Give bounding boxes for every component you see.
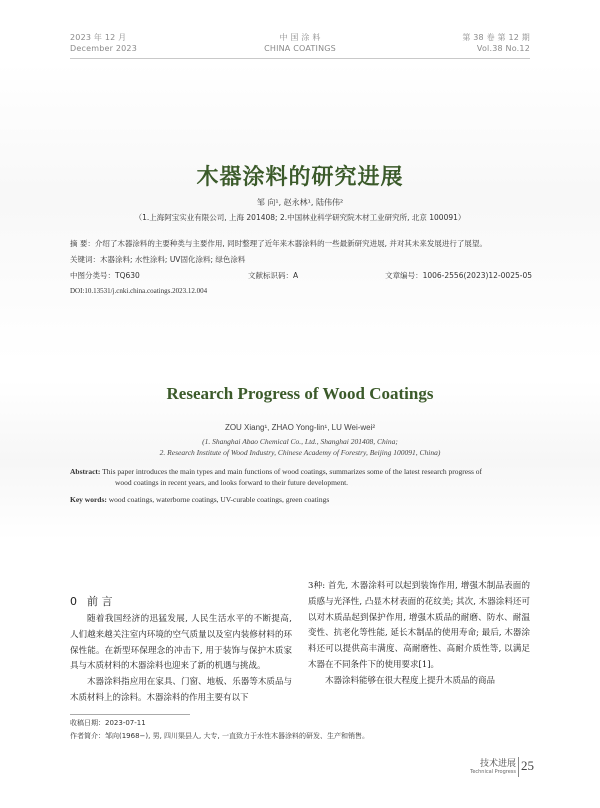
body-paragraph: 木器涂料指应用在家具、门窗、地板、乐器等木质品与木质材料上的涂料。木器涂料的作用主要有以下: [70, 677, 292, 703]
section-number: 0: [70, 595, 77, 608]
body-column-right: [308, 579, 530, 690]
document-code: 文献标识码：A: [248, 271, 299, 280]
section-heading: [70, 594, 292, 610]
section-title: 前 言: [87, 595, 113, 608]
doi: DOI:10.13531/j.cnki.china.coatings.2023.12.004: [70, 287, 208, 295]
article-number: 文章编号：1006-2556(2023)12-0025-05: [385, 271, 532, 280]
header-volume: [462, 32, 530, 54]
body-paragraph: 随着我国经济的迅猛发展, 人民生活水平的不断提高, 人们越来越关注室内环境的空气质量以及室内装修材料的环保性能。在新型环保理念的冲击下, 用于装饰与保护木质家具与木质材料的木器涂料也迎来了新的机遇与挑战。: [70, 614, 292, 672]
authors-en: ZOU Xiang¹, ZHAO Yong-lin¹, LU Wei-wei²: [224, 423, 376, 432]
footer-section-en: Technical Progress: [470, 769, 516, 775]
authors-cn: 邹 向¹, 赵永林¹, 陆伟伟²: [256, 198, 344, 207]
abstract-en-line1: This paper introduces the main types and main functions of wood coatings, summarizes some of the latest research progress of: [100, 467, 483, 476]
abstract-cn: 摘 要：介绍了木器涂料的主要种类与主要作用, 同时整理了近年来木器涂料的一些最新研究进展, 并对其未来发展进行了展望。: [70, 239, 487, 248]
affiliation-en: [0, 436, 600, 458]
footnote-received: 收稿日期：2023-07-11: [70, 719, 146, 727]
body-paragraph: 木器涂料能够在很大程度上提升木质品的商品: [325, 675, 496, 686]
footer-section-cn: 技术进展: [479, 759, 516, 769]
header-date-en: December 2023: [70, 44, 137, 53]
keywords-en: [70, 495, 532, 504]
affiliation-en-line2: 2. Research Institute of Wood Industry, Chinese Academy of Forestry, Beijing 100091, China): [159, 448, 441, 457]
abstract-en-line2: wood coatings in recent years, and looks forward to their future development.: [115, 478, 349, 487]
header-volume-en: Vol.38 No.12: [476, 44, 530, 53]
keywords-en-label: Key words:: [70, 495, 107, 504]
header-volume-cn: 第 38 卷 第 12 期: [462, 33, 530, 42]
footer-divider: [518, 757, 519, 777]
page-number: 25: [521, 758, 534, 773]
header-journal-en: CHINA COATINGS: [264, 44, 336, 53]
header-date-cn: 2023 年 12 月: [70, 33, 127, 42]
background-decoration-lower: [0, 380, 600, 540]
keywords-cn: 关键词：木器涂料; 水性涂料; UV固化涂料; 绿色涂料: [70, 255, 246, 264]
header-divider: [70, 58, 530, 59]
footnote-author: 作者简介：邹向(1968−), 男, 四川渠县人, 大专, 一直致力于水性木器涂料的研发、生产和销售。: [70, 732, 369, 740]
body-paragraph: 3种: 首先, 木器涂料可以起到装饰作用, 增强木制品表面的质感与光泽性, 凸显木材表面的花纹美; 其次, 木器涂料还可以对木质品起到保护作用, 增强木质品的耐磨、防水、耐温变性、抗老化等性能, 延长木制品的使用寿命; 最后, 木器涂料还可以提供高丰满度、高耐磨性、高耐介质性等, 以满足木器在不同条件下的使用要求[1]。: [308, 581, 530, 670]
footnote-divider: [70, 714, 190, 715]
abstract-en: [70, 466, 532, 488]
title-en: Research Progress of Wood Coatings: [166, 384, 434, 403]
keywords-en-text: wood coatings, waterborne coatings, UV-curable coatings, green coatings: [106, 495, 330, 504]
title-cn: 木器涂料的研究进展: [196, 165, 404, 190]
abstract-en-label: Abstract:: [70, 467, 101, 476]
affiliation-cn: （1.上海阿宝实业有限公司, 上海 201408; 2.中国林业科学研究院木材工业研究所, 北京 100091）: [134, 213, 466, 222]
clc-number: 中图分类号：TQ630: [70, 271, 140, 280]
header-journal-cn: 中 国 涂 料: [279, 33, 321, 42]
affiliation-en-line1: (1. Shanghai Abao Chemical Co., Ltd., Shanghai 201408, China;: [202, 437, 398, 446]
body-column-left: [70, 594, 292, 707]
